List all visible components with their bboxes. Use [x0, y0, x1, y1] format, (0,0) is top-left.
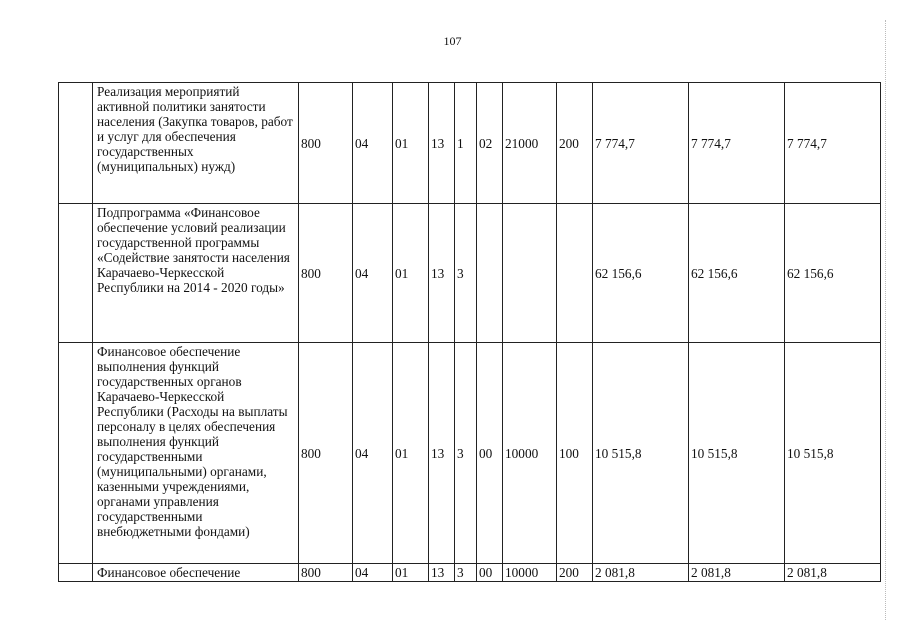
expense-type-code: 100 — [557, 343, 593, 564]
amount-year-3: 2 081,8 — [785, 564, 881, 582]
empty-cell — [59, 564, 93, 582]
table-row — [59, 343, 881, 564]
program-code: 13 — [429, 83, 455, 204]
direction-code: 10000 — [503, 564, 557, 582]
admin-code: 800 — [299, 343, 353, 564]
admin-code: 800 — [299, 204, 353, 343]
subsection-code: 01 — [393, 204, 429, 343]
subsection-code: 01 — [393, 83, 429, 204]
measure-code: 00 — [477, 564, 503, 582]
table-row — [59, 204, 881, 343]
amount-year-2: 10 515,8 — [689, 343, 785, 564]
expense-type-code — [557, 204, 593, 343]
subprogram-code: 3 — [455, 564, 477, 582]
table-row — [59, 564, 881, 582]
program-code: 13 — [429, 343, 455, 564]
scan-edge-marks — [885, 20, 887, 620]
direction-code — [503, 204, 557, 343]
expense-type-code: 200 — [557, 564, 593, 582]
amount-year-2: 7 774,7 — [689, 83, 785, 204]
budget-table — [58, 82, 881, 582]
empty-cell — [59, 83, 93, 204]
admin-code: 800 — [299, 83, 353, 204]
amount-year-3: 7 774,7 — [785, 83, 881, 204]
measure-code: 02 — [477, 83, 503, 204]
table-row — [59, 83, 881, 204]
admin-code: 800 — [299, 564, 353, 582]
subprogram-code: 1 — [455, 83, 477, 204]
empty-cell — [59, 204, 93, 343]
program-code: 13 — [429, 564, 455, 582]
amount-year-3: 62 156,6 — [785, 204, 881, 343]
page-number: 107 — [443, 34, 462, 48]
amount-year-1: 62 156,6 — [593, 204, 689, 343]
amount-year-1: 7 774,7 — [593, 83, 689, 204]
row-description: Подпрограмма «Финансовое обеспечение условий реализации государственной программы «Содействие занятости населения Карачаево-Черкесской Республики на 2014 - 2020 годы» — [93, 204, 299, 343]
amount-year-2: 62 156,6 — [689, 204, 785, 343]
section-code: 04 — [353, 564, 393, 582]
subsection-code: 01 — [393, 343, 429, 564]
expense-type-code: 200 — [557, 83, 593, 204]
section-code: 04 — [353, 343, 393, 564]
amount-year-3: 10 515,8 — [785, 343, 881, 564]
program-code: 13 — [429, 204, 455, 343]
section-code: 04 — [353, 204, 393, 343]
subprogram-code: 3 — [455, 204, 477, 343]
row-description: Финансовое обеспечение — [93, 564, 299, 582]
direction-code: 10000 — [503, 343, 557, 564]
row-description: Реализация мероприятий активной политики занятости населения (Закупка товаров, работ и услуг для обеспечения государственных (муниципальных) нужд) — [93, 83, 299, 204]
amount-year-1: 2 081,8 — [593, 564, 689, 582]
empty-cell — [59, 343, 93, 564]
measure-code: 00 — [477, 343, 503, 564]
measure-code — [477, 204, 503, 343]
section-code: 04 — [353, 83, 393, 204]
subprogram-code: 3 — [455, 343, 477, 564]
direction-code: 21000 — [503, 83, 557, 204]
subsection-code: 01 — [393, 564, 429, 582]
amount-year-1: 10 515,8 — [593, 343, 689, 564]
amount-year-2: 2 081,8 — [689, 564, 785, 582]
row-description: Финансовое обеспечение выполнения функций государственных органов Карачаево-Черкесской Республики (Расходы на выплаты персоналу в целях обеспечения выполнения функций государственными (муниципальными) органами, казенными учреждениями, органами управления государственными внебюджетными фондами) — [93, 343, 299, 564]
